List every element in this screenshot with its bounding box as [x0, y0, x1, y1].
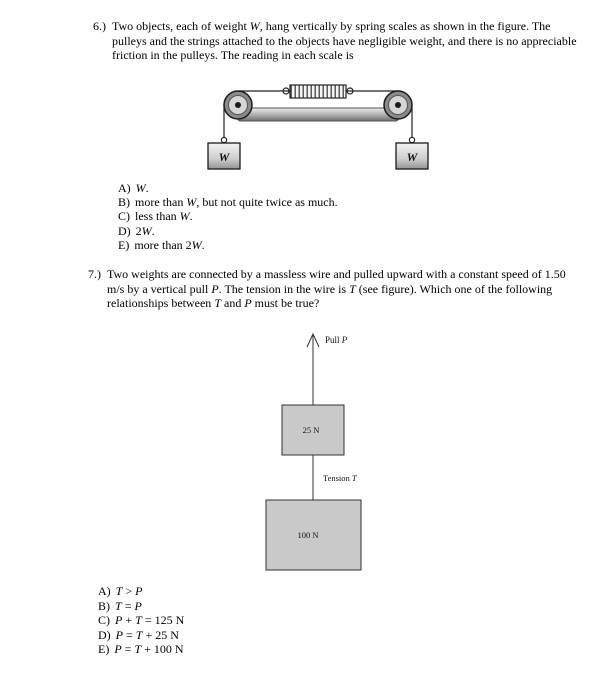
question-7	[88, 267, 577, 311]
q7-option-A	[98, 584, 184, 599]
spring-scale	[283, 85, 353, 98]
q6-option-C	[118, 209, 338, 223]
q7-option-E	[98, 642, 184, 657]
lower-weight-box	[266, 500, 361, 570]
q6-option-C-label: C)	[118, 209, 130, 224]
left-pulley-icon	[224, 91, 252, 119]
weights-wire-figure	[263, 330, 463, 575]
question-7-options	[98, 584, 184, 657]
question-6-number: 6.)	[93, 19, 106, 33]
q7-option-D-label: D)	[98, 627, 111, 642]
q6-option-A	[118, 181, 338, 195]
q6-option-A-label: A)	[118, 181, 131, 195]
q6-option-B	[118, 195, 338, 209]
support-bar	[238, 108, 398, 121]
q6-option-A-text: W.	[135, 181, 149, 195]
left-weight-box	[208, 143, 240, 169]
q7-option-B-text: T = P	[115, 598, 142, 613]
right-weight-label: W	[406, 150, 418, 164]
q7-option-B-label: B)	[98, 598, 110, 613]
question-6	[93, 19, 582, 63]
question-6-figure	[198, 83, 438, 180]
question-7-text: Two weights are connected by a massless wire and pulled upward with a constant speed of 1.50 m/s by a vertical pull P. The tension in the wire is T (see figure). Which one of the following relationships between T and P must be true?	[107, 267, 566, 311]
left-hook-icon	[221, 137, 226, 142]
q7-option-C-label: C)	[98, 613, 110, 627]
q7-option-B	[98, 599, 184, 614]
q7-option-E-label: E)	[98, 642, 110, 656]
q6-option-E-label: E)	[118, 237, 130, 252]
pull-arrow-icon	[307, 334, 319, 405]
upper-weight-box	[282, 405, 344, 455]
q6-option-C-text: less than W.	[135, 209, 193, 224]
q6-option-B-text: more than W, but not quite twice as much.	[135, 195, 338, 210]
pulley-system-figure	[198, 83, 438, 175]
pull-label: Pull P	[325, 335, 348, 345]
question-7-number: 7.)	[88, 267, 101, 281]
q7-option-C	[98, 613, 184, 628]
lower-weight-label: 100 N	[297, 530, 319, 540]
q6-option-D-label: D)	[118, 223, 131, 238]
q6-option-E-text: more than 2W.	[134, 237, 205, 252]
q7-option-A-label: A)	[98, 584, 111, 598]
upper-weight-label: 25 N	[302, 425, 320, 435]
q6-option-E	[118, 238, 338, 252]
left-weight-label: W	[218, 150, 230, 164]
q6-option-B-label: B)	[118, 195, 130, 210]
question-6-text: Two objects, each of weight W, hang vertically by spring scales as shown in the figure. The pulleys and the strings attached to the objects have negligible weight, and there is no appreciable friction in the pulleys. The reading in each scale is	[112, 19, 577, 63]
q7-option-D-text: P = T + 25 N	[115, 627, 179, 642]
question-6-options	[118, 181, 338, 252]
question-7-figure	[263, 330, 463, 580]
tension-label: Tension T	[323, 473, 357, 483]
q7-option-E-text: P = T + 100 N	[114, 642, 184, 656]
right-pulley-icon	[384, 91, 412, 119]
q6-option-D-text: 2W.	[135, 223, 155, 238]
right-weight-box	[396, 143, 428, 169]
q7-option-D	[98, 628, 184, 643]
right-hook-icon	[409, 137, 414, 142]
q7-option-C-text: P + T = 125 N	[115, 613, 185, 627]
q6-option-D	[118, 224, 338, 238]
q7-option-A-text: T > P	[115, 584, 143, 598]
